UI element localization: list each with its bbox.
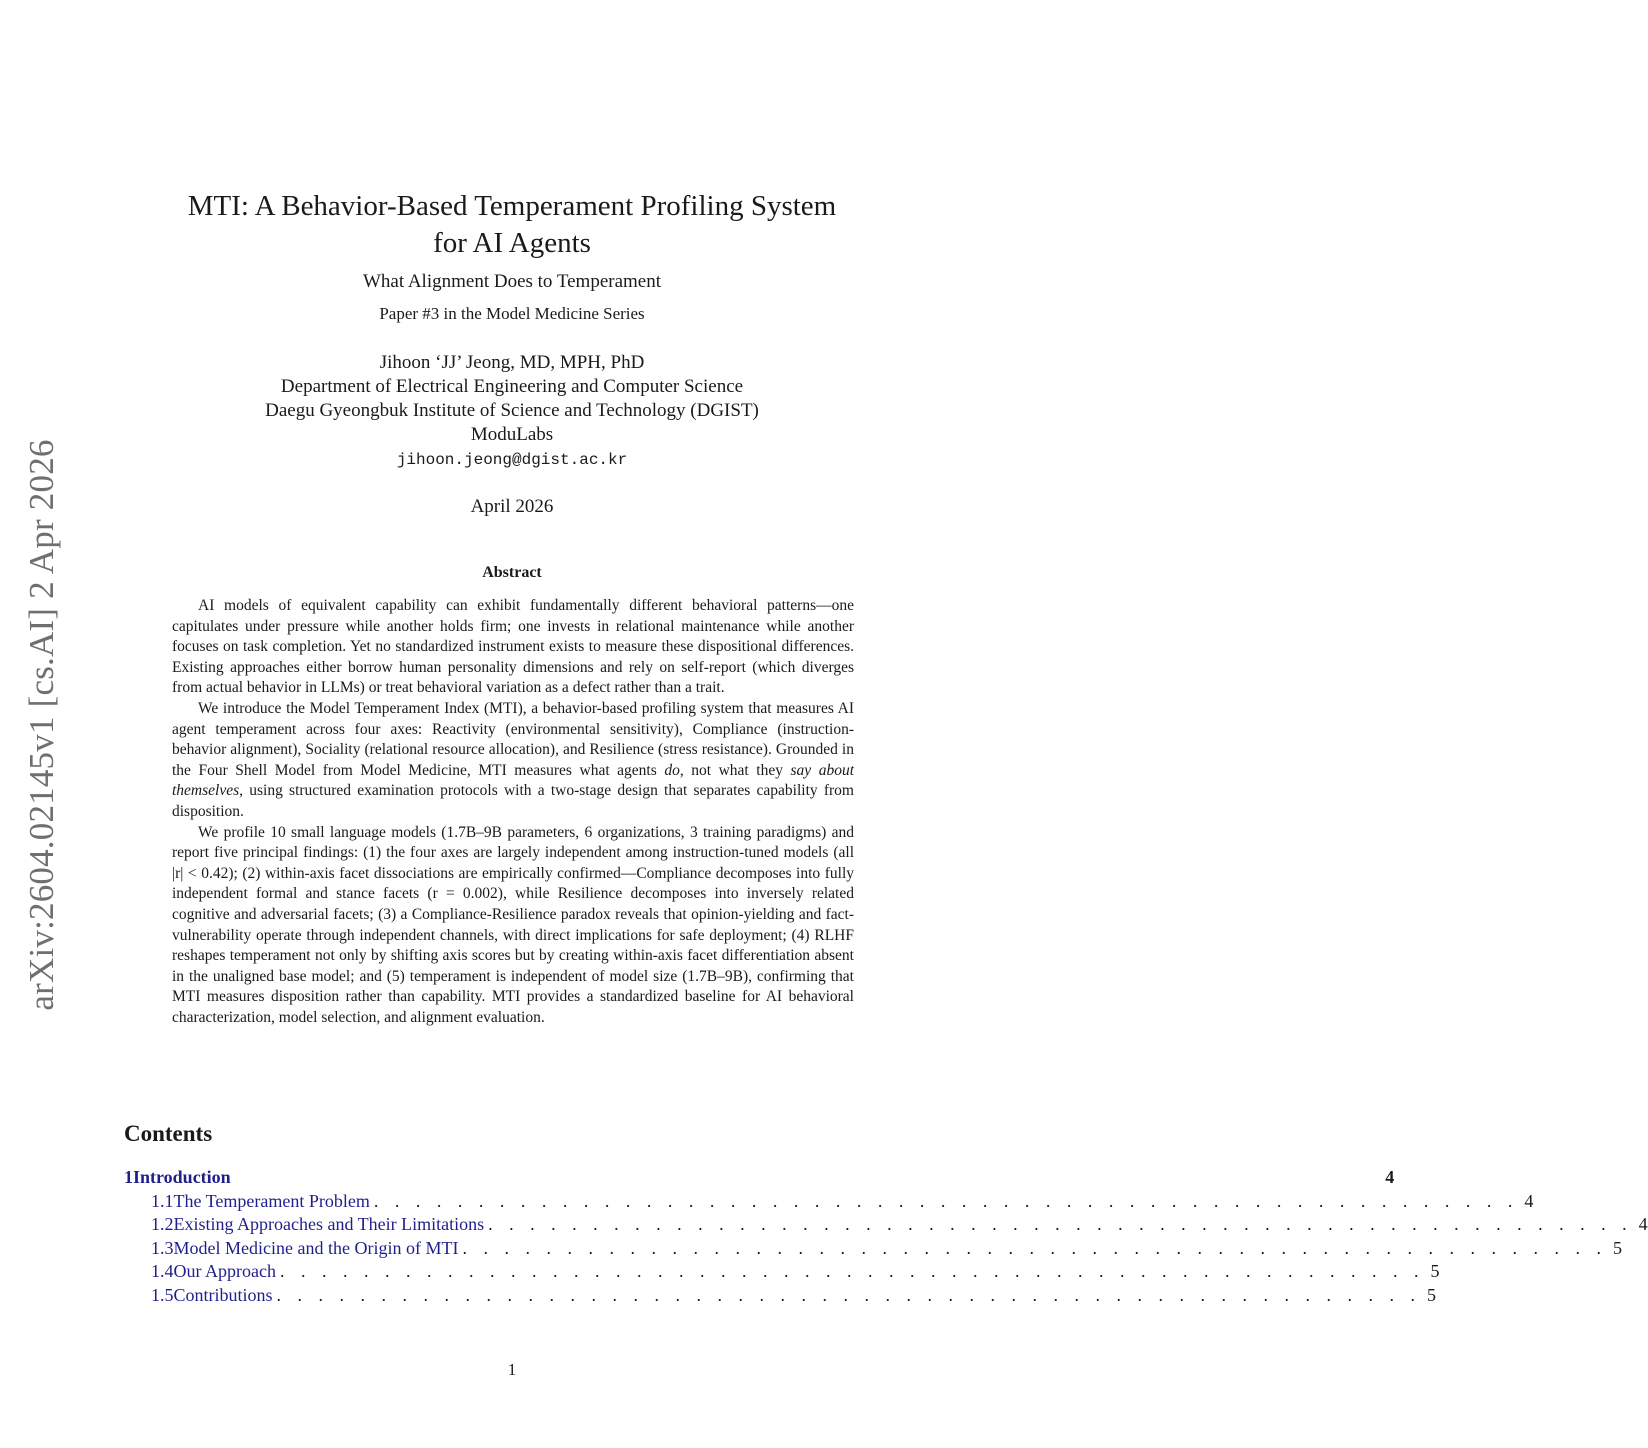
toc-page-number: 4 xyxy=(1638,1214,1648,1235)
publication-date: April 2026 xyxy=(470,496,554,517)
abstract-body xyxy=(172,596,854,1028)
page-number: 1 xyxy=(507,1360,517,1379)
toc-item-number: 1.4 xyxy=(151,1261,174,1282)
table-of-contents xyxy=(124,1167,1648,1308)
toc-leader: . . . . . . . . . . . . . . . . . . . . . . . . . . . . . . . . . . . . . . . . . . . . . . . . . . . . . . . xyxy=(373,1191,1519,1211)
abstract-p2-part-a: We introduce the Model Temperament Index (MTI), a behavior-based profiling system that measures AI agent temperament across four axes: Reactivity (environmental sensitivity), Compliance (instruction-behavior alignment), Sociality (relational resource allocation), and Resilience (stress resistance). Grounded in the Four Shell Model from Model Medicine, MTI measures what agents xyxy=(172,699,854,779)
toc-item-title[interactable]: The Temperament Problem xyxy=(173,1191,370,1211)
contents-heading: Contents xyxy=(124,1121,213,1146)
toc-page-number: 5 xyxy=(1430,1261,1440,1282)
toc-section-number: 1 xyxy=(124,1167,133,1187)
author-block xyxy=(0,351,1024,473)
toc-item-number: 1.2 xyxy=(151,1214,174,1235)
toc-page-number: 5 xyxy=(1427,1284,1437,1305)
series-note: Paper #3 in the Model Medicine Series xyxy=(379,304,645,323)
toc-page-number: 5 xyxy=(1612,1237,1622,1258)
abstract-heading: Abstract xyxy=(482,564,542,581)
affiliation-institute: Daegu Gyeongbuk Institute of Science and Technology (DGIST) xyxy=(265,400,759,421)
paper-title xyxy=(0,188,1024,262)
abstract-paragraph-2 xyxy=(172,699,854,823)
toc-item-title[interactable]: Model Medicine and the Origin of MTI xyxy=(173,1237,459,1258)
toc-leader: . . . . . . . . . . . . . . . . . . . . . . . . . . . . . . . . . . . . . . . . . . . . . . . . . . . . . . . xyxy=(279,1261,1425,1282)
abstract-p2-emphasis-say: say about themselves xyxy=(172,761,855,800)
toc-item-number: 1.3 xyxy=(151,1237,174,1258)
toc-item[interactable] xyxy=(124,1284,1437,1308)
abstract-p2-part-b: , not what they xyxy=(679,761,791,779)
toc-page-number: 4 xyxy=(1385,1167,1395,1187)
toc-item-number: 1.5 xyxy=(151,1284,174,1305)
paper-subtitle: What Alignment Does to Temperament xyxy=(362,271,662,292)
toc-item-number: 1.1 xyxy=(151,1191,174,1211)
toc-item[interactable] xyxy=(124,1191,1534,1214)
toc-item[interactable] xyxy=(124,1261,1440,1284)
abstract-paragraph-1: AI models of equivalent capability can exhibit fundamentally different behavioral patterns—one capitulates under pressure while another holds firm; one invests in relational maintenance while another focuses on task completion. Yet no standardized instrument exists to measure these dispositional differences. Existing approaches either borrow human personality dimensions and rely on self-report (which diverges from actual behavior in LLMs) or treat behavioral variation as a defect rather than a trait. xyxy=(172,597,854,697)
toc-item-title[interactable]: Contributions xyxy=(173,1284,273,1305)
toc-leader: . . . . . . . . . . . . . . . . . . . . . . . . . . . . . . . . . . . . . . . . . . . . . . . . . . . . . . . xyxy=(462,1237,1607,1258)
author-email: jihoon.jeong@dgist.ac.kr xyxy=(396,451,628,469)
title-line-1: MTI: A Behavior-Based Temperament Profiling System xyxy=(187,190,837,222)
abstract-p2-emphasis-do: do xyxy=(664,761,680,779)
arxiv-identifier-stamp: arXiv:2604.02145v1 [cs.AI] 2 Apr 2026 xyxy=(22,439,61,1011)
toc-leader: . . . . . . . . . . . . . . . . . . . . . . . . . . . . . . . . . . . . . . . . . . . . . . . . . . . . . . . xyxy=(488,1214,1633,1235)
toc-item[interactable] xyxy=(124,1214,1648,1237)
affiliation-lab: ModuLabs xyxy=(470,424,554,445)
abstract-paragraph-3: We profile 10 small language models (1.7B–9B parameters, 6 organizations, 3 training paradigms) and report five principal findings: (1) the four axes are largely independent among instruction-tuned models (all |r| < 0.42); (2) within-axis facet dissociations are empirically confirmed—Compliance decomposes into fully independent formal and stance facets (r = 0.002), while Resilience decomposes into inversely related cognitive and adversarial facets; (3) a Compliance-Resilience paradox reveals that opinion-yielding and fact-vulnerability operate through independent channels, with direct implications for safe deployment; (4) RLHF reshapes temperament not only by shifting axis scores but by creating within-axis facet differentiation absent in the unaligned base model; and (5) temperament is independent of model size (1.7B–9B), confirming that MTI measures disposition rather than capability. MTI provides a standardized baseline for AI behavioral characterization, model selection, and alignment evaluation. xyxy=(172,823,854,1026)
toc-item-title[interactable]: Existing Approaches and Their Limitations xyxy=(173,1214,485,1235)
toc-section-introduction[interactable] xyxy=(124,1167,1395,1191)
author-name: Jihoon ‘JJ’ Jeong, MD, MPH, PhD xyxy=(379,352,645,373)
toc-item[interactable] xyxy=(124,1237,1622,1261)
toc-leader: . . . . . . . . . . . . . . . . . . . . . . . . . . . . . . . . . . . . . . . . . . . . . . . . . . . . . . . xyxy=(276,1284,1422,1305)
toc-item-title[interactable]: Our Approach xyxy=(173,1261,276,1282)
title-block xyxy=(0,188,1024,518)
title-line-2: for AI Agents xyxy=(433,227,591,259)
toc-section-title[interactable]: Introduction xyxy=(133,1167,231,1187)
abstract-p2-part-c: , using structured examination protocols with a two-stage design that separates capability from disposition. xyxy=(172,782,854,820)
toc-page-number: 4 xyxy=(1524,1191,1534,1211)
affiliation-department: Department of Electrical Engineering and Computer Science xyxy=(280,376,744,397)
